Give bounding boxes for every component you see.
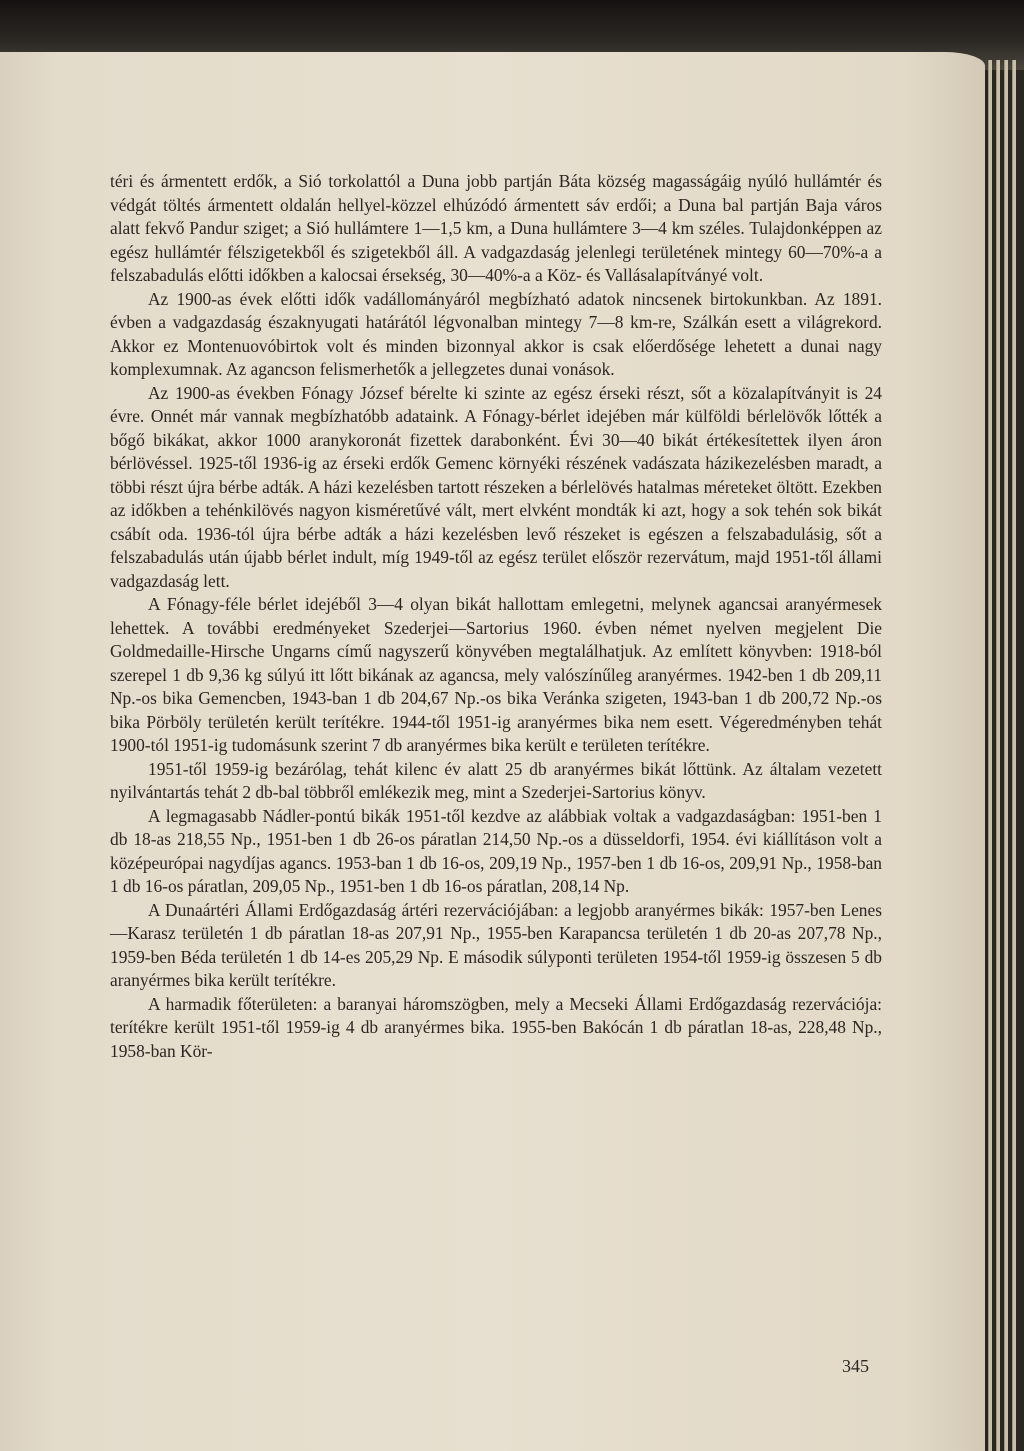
- book-page: [0, 52, 985, 1451]
- page-stack-edge: [988, 60, 992, 1451]
- paragraph: téri és ármentett erdők, a Sió torkolattól a Duna jobb partján Báta község magasságáig nyúló hullámtér és védgát töltés ármentett oldalán hellyel-közzel elhúzódó ármentett sáv erdői; a Duna bal partján Baja város alatt fekvő Pandur sziget; a Sió hullámtere 1—1,5 km, a Duna hullámtere 3—4 km széles. Tulajdonképpen az egész hullámtér félszigetekből és szigetekből áll. A vadgazdaság jelenlegi területének mintegy 60—70%-a a felszabadulás előtti időkben a kalocsai érsekség, 30—40%-a a Köz- és Vallásalapítványé volt.: [110, 171, 882, 285]
- paragraph: Az 1900-as évek előtti idők vadállományáról megbízható adatok nincsenek birtokunkban. Az 1891. évben a vadgazdaság északnyugati határától légvonalban mintegy 7—8 km-re, Szálkán esett a világrekord. Akkor ez Montenuovóbirtok volt és minden bizonnyal akkor is csak előerdősége lehetett a dunai nagy komplexumnak. Az agancson felismerhetők a jellegzetes dunai vonások.: [110, 288, 882, 379]
- paragraph: A harmadik főterületen: a baranyai háromszögben, mely a Mecseki Állami Erdőgazdaság rezervációja: terítékre került 1951-től 1959-ig 4 db aranyérmes bika. 1955-ben Bakócán 1 db páratlan 18-as, 228,48 Np., 1958-ban Kör-: [110, 993, 882, 1061]
- body-text: [110, 170, 882, 1063]
- paragraph: A Fónagy-féle bérlet idejéből 3—4 olyan bikát hallottam emlegetni, melynek agancsai aranyérmesek lehettek. A további eredményeket Szederjei—Sartorius 1960. évben német nyelven megjelent Die Goldmedaille-Hirsche Ungarns című nagyszerű könyvében megtalálhatjuk. Az említett könyvben: 1918-ból szerepel 1 db 9,36 kg súlyú itt lőtt bikának az agancsa, mely valószínűleg aranyérmes. 1942-ben 1 db 209,11 Np.-os bika Gemencben, 1943-ban 1 db 204,67 Np.-os bika Veránka szigeten, 1943-ban 1 db 200,72 Np.-os bika Pörböly területén került terítékre. 1944-től 1951-ig aranyérmes bika nem esett. Végeredményben tehát 1900-tól 1951-ig tudomásunk szerint 7 db aranyérmes bika került e területen terítékre.: [110, 594, 882, 755]
- paragraph: A legmagasabb Nádler-pontú bikák 1951-től kezdve az alábbiak voltak a vadgazdaságban: 1951-ben 1 db 18-as 218,55 Np., 1951-ben 1 db 26-os páratlan 214,50 Np.-os a düsseldorfi, 1954. évi kiállításon volt a középeurópai nagydíjas agancs. 1953-ban 1 db 16-os, 209,19 Np., 1957-ben 1 db 16-os, 209,91 Np., 1958-ban 1 db 16-os páratlan, 209,05 Np., 1951-ben 1 db 16-os páratlan, 208,14 Np.: [110, 805, 882, 896]
- page-stack-edge: [1012, 60, 1016, 1451]
- page-stack-edge: [996, 60, 1000, 1451]
- paragraph: A Dunaártéri Állami Erdőgazdaság ártéri rezervációjában: a legjobb aranyérmes bikák: 1957-ben Lenes—Karasz területén 1 db páratlan 18-as 207,91 Np., 1955-ben Karapancsa területén 1 db 20-as 207,78 Np., 1959-ben Béda területén 1 db 14-es 205,29 Np. E második súlyponti területen 1954-től 1959-ig összesen 5 db aranyérmes bika került terítékre.: [110, 899, 882, 990]
- page-number: 345: [842, 1356, 869, 1376]
- paragraph: Az 1900-as években Fónagy József bérelte ki szinte az egész érseki részt, sőt a közalapítványit is 24 évre. Onnét már vannak megbízhatóbb adataink. A Fónagy-bérlet idejében már külföldi bérlelövők lőtték a bőgő bikákat, akkor 1000 aranykoronát fizettek darabonként. Évi 30—40 bikát értékesítettek ilyen áron bérlövéssel. 1925-től 1936-ig az érseki erdők Gemenc környéki részének vadászata házikezelésben maradt, a többi részt újra bérbe adták. A házi kezelésben tartott részeken a bérlelövés hatalmas méreteket öltött. Ezekben az időkben a tehénkilövés nagyon kisméretűvé vált, mert elvként mondták ki azt, hogy a sok tehén sok bikát csábít oda. 1936-tól újra bérbe adták a házi kezelésben levő részeket is egészen a felszabadulásig, sőt a felszabadulás után újabb bérlet indult, míg 1949-től az egész terület először rezervátum, majd 1951-től állami vadgazdaság lett.: [110, 382, 882, 591]
- page-stack-edge: [1004, 60, 1008, 1451]
- paragraph: 1951-től 1959-ig bezárólag, tehát kilenc év alatt 25 db aranyérmes bikát lőttünk. Az általam vezetett nyilvántartás tehát 2 db-bal többről emlékezik meg, mint a Szederjei-Sartorius könyv.: [110, 758, 882, 802]
